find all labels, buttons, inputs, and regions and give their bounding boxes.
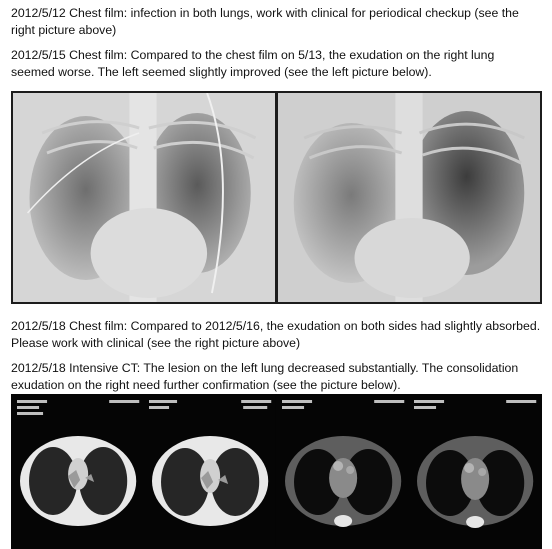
chest-xray-right: [278, 93, 540, 302]
ct-mediastinal-window-slice-2: [410, 396, 540, 547]
chest-xray-left: [13, 93, 275, 302]
ct-lung-window-slice-1: [13, 396, 143, 547]
report-entry-2012-5-15: 2012/5/15 Chest film: Compared to the chest film on 5/13, the exudation on the right lung seemed worse. The left seemed slightly improved (see the left picture below).: [11, 48, 495, 79]
ct-mediastinal-window-slice-1: [278, 396, 408, 547]
chest-xray-images: [11, 91, 542, 304]
report-entry-2012-5-18-intensive-ct: 2012/5/18 Intensive CT: The lesion on the left lung decreased substantially. The consolidation exudation on the right need further confirmation (see the picture below).: [11, 361, 519, 392]
ct-scan-images: [11, 394, 542, 549]
report-entry-2012-5-18-chest-film: 2012/5/18 Chest film: Compared to 2012/5/16, the exudation on both sides had slightly absorbed. Please work with clinical (see the right picture above): [11, 319, 541, 350]
report-entry-2012-5-12: 2012/5/12 Chest film: infection in both lungs, work with clinical for periodical checkup (see the right picture above): [11, 6, 519, 37]
ct-lung-window-slice-2: [145, 396, 275, 547]
